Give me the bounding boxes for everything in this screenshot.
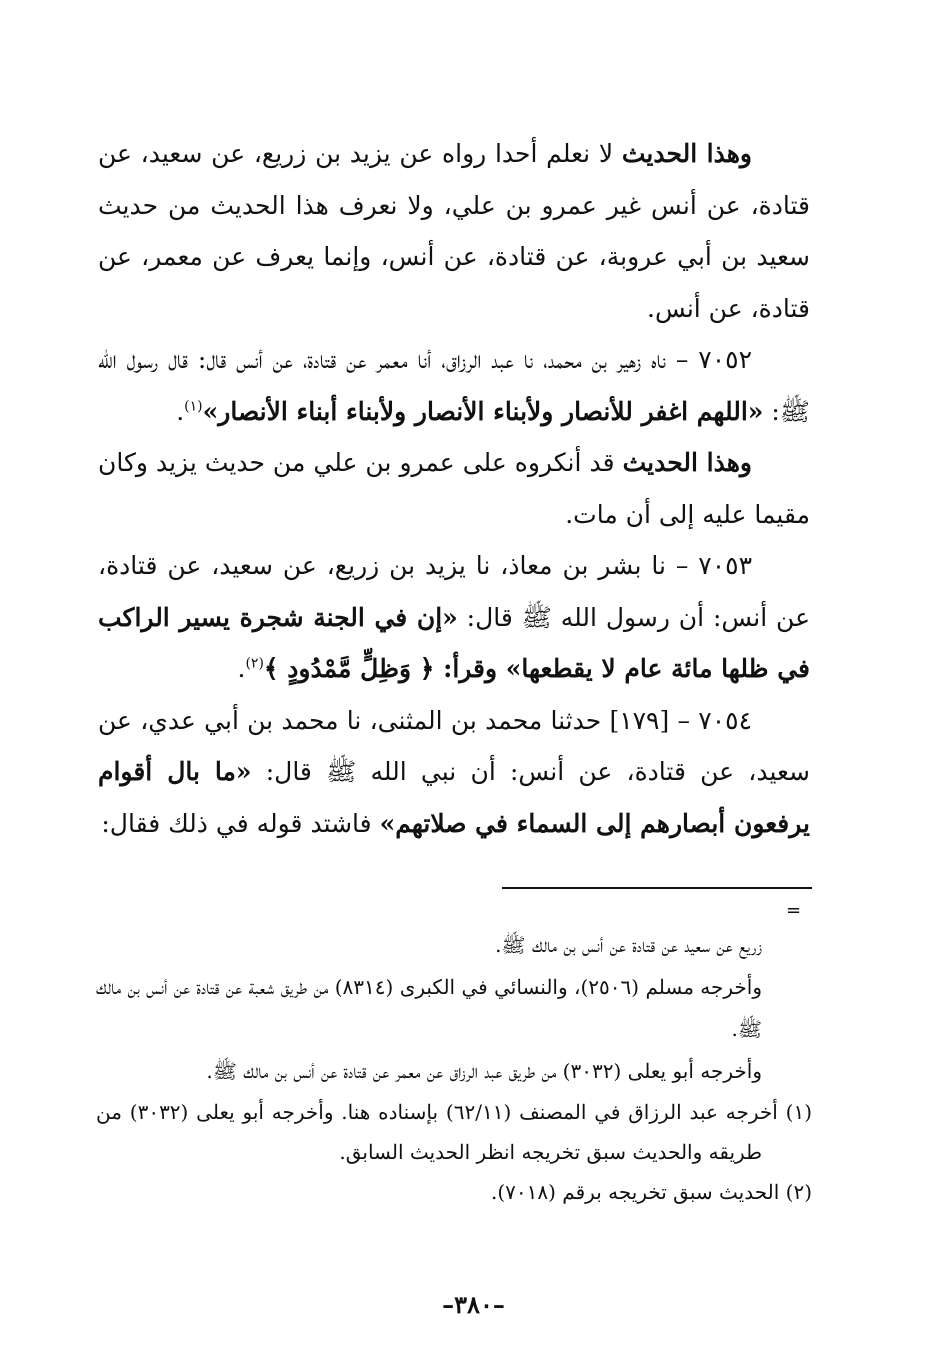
paragraph-text: قد أنكروه على عمرو بن علي من حديث يزيد وكان مقيما عليه إلى أن مات. (98, 448, 810, 529)
footnote-continuation-3: وأخرجه أبو يعلى (٣٠٣٢) من طريق عبد الرزاق عن معمر عن قتادة عن أنس بن مالك ﷺ. (206, 1059, 762, 1083)
hadith-7054 (98, 695, 810, 850)
isnad-text: ٧٠٥٤ – [١٧٩] حدثنا محمد بن المثنى، نا محمد بن أبي عدي، عن سعيد، عن قتادة، عن أنس: أن نبي الله ﷺ قال: (98, 705, 811, 786)
isnad-text: ٧٠٥٣ – نا بشر بن معاذ، نا يزيد بن زريع، عن سعيد، عن قتادة، عن أنس: أن رسول الله ﷺ قال: (98, 551, 810, 632)
paragraph-commentary-2 (98, 437, 810, 540)
footnote-continuation-1: زريع عن سعيد عن قتادة عن أنس بن مالك ﷺ. (495, 933, 762, 957)
lead-phrase: وهذا الحديث (622, 448, 752, 477)
lead-phrase: وهذا الحديث (621, 139, 752, 168)
footnote-ref-2[interactable]: (٢) (245, 655, 264, 672)
main-text (98, 128, 810, 849)
footnote-continuation-marker: = (786, 900, 802, 921)
paragraph-commentary-1 (98, 128, 810, 334)
hadith-quote: «ما بال أقوام يرفعون أبصارهم إلى السماء في صلاتهم» (98, 757, 810, 838)
hadith-quote: «اللهم اغفر للأنصار ولأبناء الأنصار ولأبناء أبناء الأنصار» (202, 396, 764, 426)
footnote-ref-1[interactable]: (١) (184, 398, 203, 415)
footnote-2: (٢) الحديث سبق تخريجه برقم (٧٠١٨). (490, 1180, 812, 1204)
footnote-1: (١) أخرجه عبد الرزاق في المصنف (٦٢/١١) بإسناده هنا. وأخرجه أبو يعلى (٣٠٣٢) من طريقه والحديث سبق تخريجه انظر الحديث السابق. (96, 1100, 813, 1164)
page-number: –٣٨٠– (442, 1290, 505, 1319)
paragraph-text: لا نعلم أحدا رواه عن يزيد بن زريع، عن سعيد، عن قتادة، عن أنس غير عمرو بن علي، ولا نعرف هذا الحديث من حديث سعيد بن أبي عروبة، عن قتادة، عن أنس، وإنما يعرف عن معمر، عن قتادة، عن أنس. (98, 139, 810, 323)
hadith-7052: ٧٠٥٢ – ناه زهير بن محمد، نا عبد الرزاق، أنا معمر عن قتادة، عن أنس قال: قال رسول الله ﷺ: «اللهم اغفر للأنصار ولأبناء الأنصار ولأبناء أبناء الأنصار»$^{(١)}$. (98, 345, 810, 426)
footnote-continuation-2: وأخرجه مسلم (٢٥٠٦)، والنسائي في الكبرى (٨٣١٤) من طريق شعبة عن قتادة عن أنس بن مالك ﷺ. (96, 975, 763, 1041)
paragraph-text: فاشتد قوله في ذلك فقال: (101, 808, 380, 838)
footnote-divider (502, 887, 812, 889)
isnad-text: ٧٠٥٢ – ناه زهير بن محمد، نا عبد الرزاق، أنا معمر عن قتادة، عن أنس قال: قال رسول الله ﷺ: (98, 345, 810, 426)
hadith-quote: «إن في الجنة شجرة يسير الراكب في ظلها مائة عام لا يقطعها» وقرأ: ﴿ وَظِلٍّ مَّمْدُودٍ ﴾ (98, 602, 810, 683)
hadith-7053: ٧٠٥٣ – نا بشر بن معاذ، نا يزيد بن زريع، عن سعيد، عن قتادة، عن أنس: أن رسول الله ﷺ قال: «إن في الجنة شجرة يسير الراكب في ظلها مائة عام لا يقطعها» وقرأ: ﴿ وَظِلٍّ مَّمْدُودٍ ﴾$^{(٢)}$. (98, 551, 810, 683)
footnotes (96, 924, 812, 1212)
